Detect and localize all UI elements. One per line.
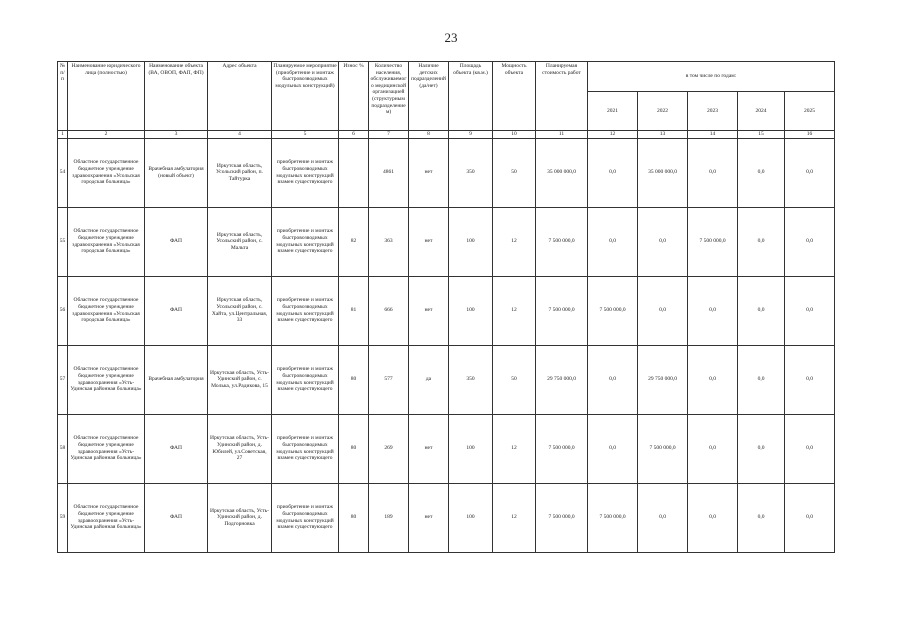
- wear-percent: 82: [339, 207, 369, 276]
- planned-cost: 35 000 000,0: [536, 138, 588, 207]
- planned-cost: 7 500 000,0: [536, 483, 588, 552]
- population: 4861: [369, 138, 409, 207]
- row-num: 56: [58, 276, 68, 345]
- object-area: 100: [449, 276, 493, 345]
- col-number: 3: [145, 131, 208, 139]
- population: 666: [369, 276, 409, 345]
- col-number: 12: [588, 131, 638, 139]
- wear-percent: 80: [339, 483, 369, 552]
- object-area: 350: [449, 138, 493, 207]
- planned-cost: 7 500 000,0: [536, 276, 588, 345]
- col-number: 16: [785, 131, 835, 139]
- header-capacity: Мощность объекта: [493, 62, 536, 131]
- org-name: Областное государственное бюджетное учреждение здравоохранения «Усольская городская больница»: [68, 207, 145, 276]
- cost-2025: 0,0: [785, 345, 835, 414]
- row-num: 59: [58, 483, 68, 552]
- header-year: 2022: [638, 92, 688, 131]
- col-number: 6: [339, 131, 369, 139]
- cost-2025: 0,0: [785, 138, 835, 207]
- object-capacity: 50: [493, 345, 536, 414]
- col-number: 11: [536, 131, 588, 139]
- org-name: Областное государственное бюджетное учреждение здравоохранения «Усть-Удинская районная больница»: [68, 414, 145, 483]
- col-number: 7: [369, 131, 409, 139]
- object-address: Иркутская область, Усть-Удинский район, с. Молька, ул.Радикова, 15: [208, 345, 272, 414]
- header-name: Наименование юридического лица (полностью): [68, 62, 145, 131]
- object-capacity: 12: [493, 276, 536, 345]
- cost-2023: 0,0: [688, 414, 738, 483]
- planned-cost: 7 500 000,0: [536, 207, 588, 276]
- children-units: нет: [409, 276, 449, 345]
- cost-2022: 0,0: [638, 483, 688, 552]
- planned-event: приобретение и монтаж быстровозводимых модульных конструкций взамен существующего: [272, 345, 339, 414]
- population: 269: [369, 414, 409, 483]
- header-year: 2021: [588, 92, 638, 131]
- row-num: 55: [58, 207, 68, 276]
- col-number: 2: [68, 131, 145, 139]
- object-address: Иркутская область, Усольский район, п. Тайтурка: [208, 138, 272, 207]
- cost-2021: 7 500 000,0: [588, 276, 638, 345]
- cost-2024: 0,0: [738, 207, 785, 276]
- object-area: 350: [449, 345, 493, 414]
- cost-2022: 35 000 000,0: [638, 138, 688, 207]
- col-number: 4: [208, 131, 272, 139]
- object-area: 100: [449, 207, 493, 276]
- header-event: Планируемое мероприятие (приобретение и монтаж быстровозводимых модульных конструкций): [272, 62, 339, 131]
- header-year: 2023: [688, 92, 738, 131]
- object-address: Иркутская область, Усольский район, с. Хайта, ул.Центральная, 33: [208, 276, 272, 345]
- object-type: ФАП: [145, 276, 208, 345]
- cost-2025: 0,0: [785, 207, 835, 276]
- cost-2025: 0,0: [785, 276, 835, 345]
- table-row: [58, 138, 835, 207]
- planned-event: приобретение и монтаж быстровозводимых модульных конструкций взамен существующего: [272, 414, 339, 483]
- page-number: 23: [444, 30, 458, 45]
- planned-event: приобретение и монтаж быстровозводимых модульных конструкций взамен существующего: [272, 138, 339, 207]
- header-year: 2024: [738, 92, 785, 131]
- cost-2023: 0,0: [688, 276, 738, 345]
- planned-cost: 29 750 000,0: [536, 345, 588, 414]
- cost-2023: 0,0: [688, 345, 738, 414]
- population: 363: [369, 207, 409, 276]
- children-units: нет: [409, 414, 449, 483]
- header-cost: Планируемая стоимость работ: [536, 62, 588, 131]
- wear-percent: [339, 138, 369, 207]
- object-address: Иркутская область, Усольский район, с. Мальта: [208, 207, 272, 276]
- row-num: 57: [58, 345, 68, 414]
- planned-cost: 7 500 000,0: [536, 414, 588, 483]
- wear-percent: 81: [339, 276, 369, 345]
- object-capacity: 12: [493, 483, 536, 552]
- col-number: 15: [738, 131, 785, 139]
- object-type: ФАП: [145, 207, 208, 276]
- object-capacity: 12: [493, 207, 536, 276]
- header-by-years: в том числе по годам:: [588, 62, 835, 92]
- wear-percent: 80: [339, 414, 369, 483]
- header-population: Количество населения, обслуживаемого медицинской организацией (структурным подразделением): [369, 62, 409, 131]
- col-number: 10: [493, 131, 536, 139]
- wear-percent: 80: [339, 345, 369, 414]
- cost-2022: 29 750 000,0: [638, 345, 688, 414]
- cost-2024: 0,0: [738, 138, 785, 207]
- planned-event: приобретение и монтаж быстровозводимых модульных конструкций взамен существующего: [272, 276, 339, 345]
- planned-event: приобретение и монтаж быстровозводимых модульных конструкций взамен существующего: [272, 483, 339, 552]
- cost-2021: 0,0: [588, 207, 638, 276]
- planned-event: приобретение и монтаж быстровозводимых модульных конструкций взамен существующего: [272, 207, 339, 276]
- object-type: Врачебная амбулатория: [145, 345, 208, 414]
- object-address: Иркутская область, Усть-Удинский район, д. Подгорновка: [208, 483, 272, 552]
- cost-2021: 0,0: [588, 345, 638, 414]
- table-row: [58, 276, 835, 345]
- table-row: [58, 207, 835, 276]
- facilities-table: [57, 61, 835, 553]
- header-address: Адрес объекта: [208, 62, 272, 131]
- cost-2022: 7 500 000,0: [638, 414, 688, 483]
- cost-2022: 0,0: [638, 207, 688, 276]
- row-num: 54: [58, 138, 68, 207]
- object-type: Врачебная амбулатория (новый объект): [145, 138, 208, 207]
- object-type: ФАП: [145, 483, 208, 552]
- col-number: 13: [638, 131, 688, 139]
- children-units: да: [409, 345, 449, 414]
- table-row: [58, 414, 835, 483]
- population: 577: [369, 345, 409, 414]
- object-capacity: 50: [493, 138, 536, 207]
- children-units: нет: [409, 138, 449, 207]
- cost-2025: 0,0: [785, 483, 835, 552]
- cost-2024: 0,0: [738, 276, 785, 345]
- object-area: 100: [449, 414, 493, 483]
- org-name: Областное государственное бюджетное учреждение здравоохранения «Усть-Удинская районная больница»: [68, 345, 145, 414]
- org-name: Областное государственное бюджетное учреждение здравоохранения «Усть-Удинская районная больница»: [68, 483, 145, 552]
- cost-2021: 0,0: [588, 138, 638, 207]
- cost-2024: 0,0: [738, 483, 785, 552]
- org-name: Областное государственное бюджетное учреждение здравоохранения «Усольская городская больница»: [68, 276, 145, 345]
- cost-2024: 0,0: [738, 345, 785, 414]
- header-year: 2025: [785, 92, 835, 131]
- object-capacity: 12: [493, 414, 536, 483]
- cost-2025: 0,0: [785, 414, 835, 483]
- object-type: ФАП: [145, 414, 208, 483]
- col-number: 5: [272, 131, 339, 139]
- header-object: Наименование объекта (ВА, ОВОП, ФАП, ФП): [145, 62, 208, 131]
- row-num: 58: [58, 414, 68, 483]
- header-num: № п/п: [58, 62, 68, 131]
- children-units: нет: [409, 483, 449, 552]
- header-children: Наличие детских подразделений (да/нет): [409, 62, 449, 131]
- col-number: 14: [688, 131, 738, 139]
- cost-2021: 0,0: [588, 414, 638, 483]
- col-number: 8: [409, 131, 449, 139]
- cost-2021: 7 500 000,0: [588, 483, 638, 552]
- cost-2023: 0,0: [688, 138, 738, 207]
- cost-2023: 7 500 000,0: [688, 207, 738, 276]
- object-address: Иркутская область, Усть-Удинский район, д. Юбилей, ул.Советская, 27: [208, 414, 272, 483]
- population: 189: [369, 483, 409, 552]
- cost-2024: 0,0: [738, 414, 785, 483]
- children-units: нет: [409, 207, 449, 276]
- col-number: 1: [58, 131, 68, 139]
- object-area: 100: [449, 483, 493, 552]
- col-number: 9: [449, 131, 493, 139]
- org-name: Областное государственное бюджетное учреждение здравоохранения «Усольская городская больница»: [68, 138, 145, 207]
- table-row: [58, 345, 835, 414]
- table-row: [58, 483, 835, 552]
- cost-2023: 0,0: [688, 483, 738, 552]
- cost-2022: 0,0: [638, 276, 688, 345]
- header-wear: Износ %: [339, 62, 369, 131]
- header-area: Площадь объекта (кв.м.): [449, 62, 493, 131]
